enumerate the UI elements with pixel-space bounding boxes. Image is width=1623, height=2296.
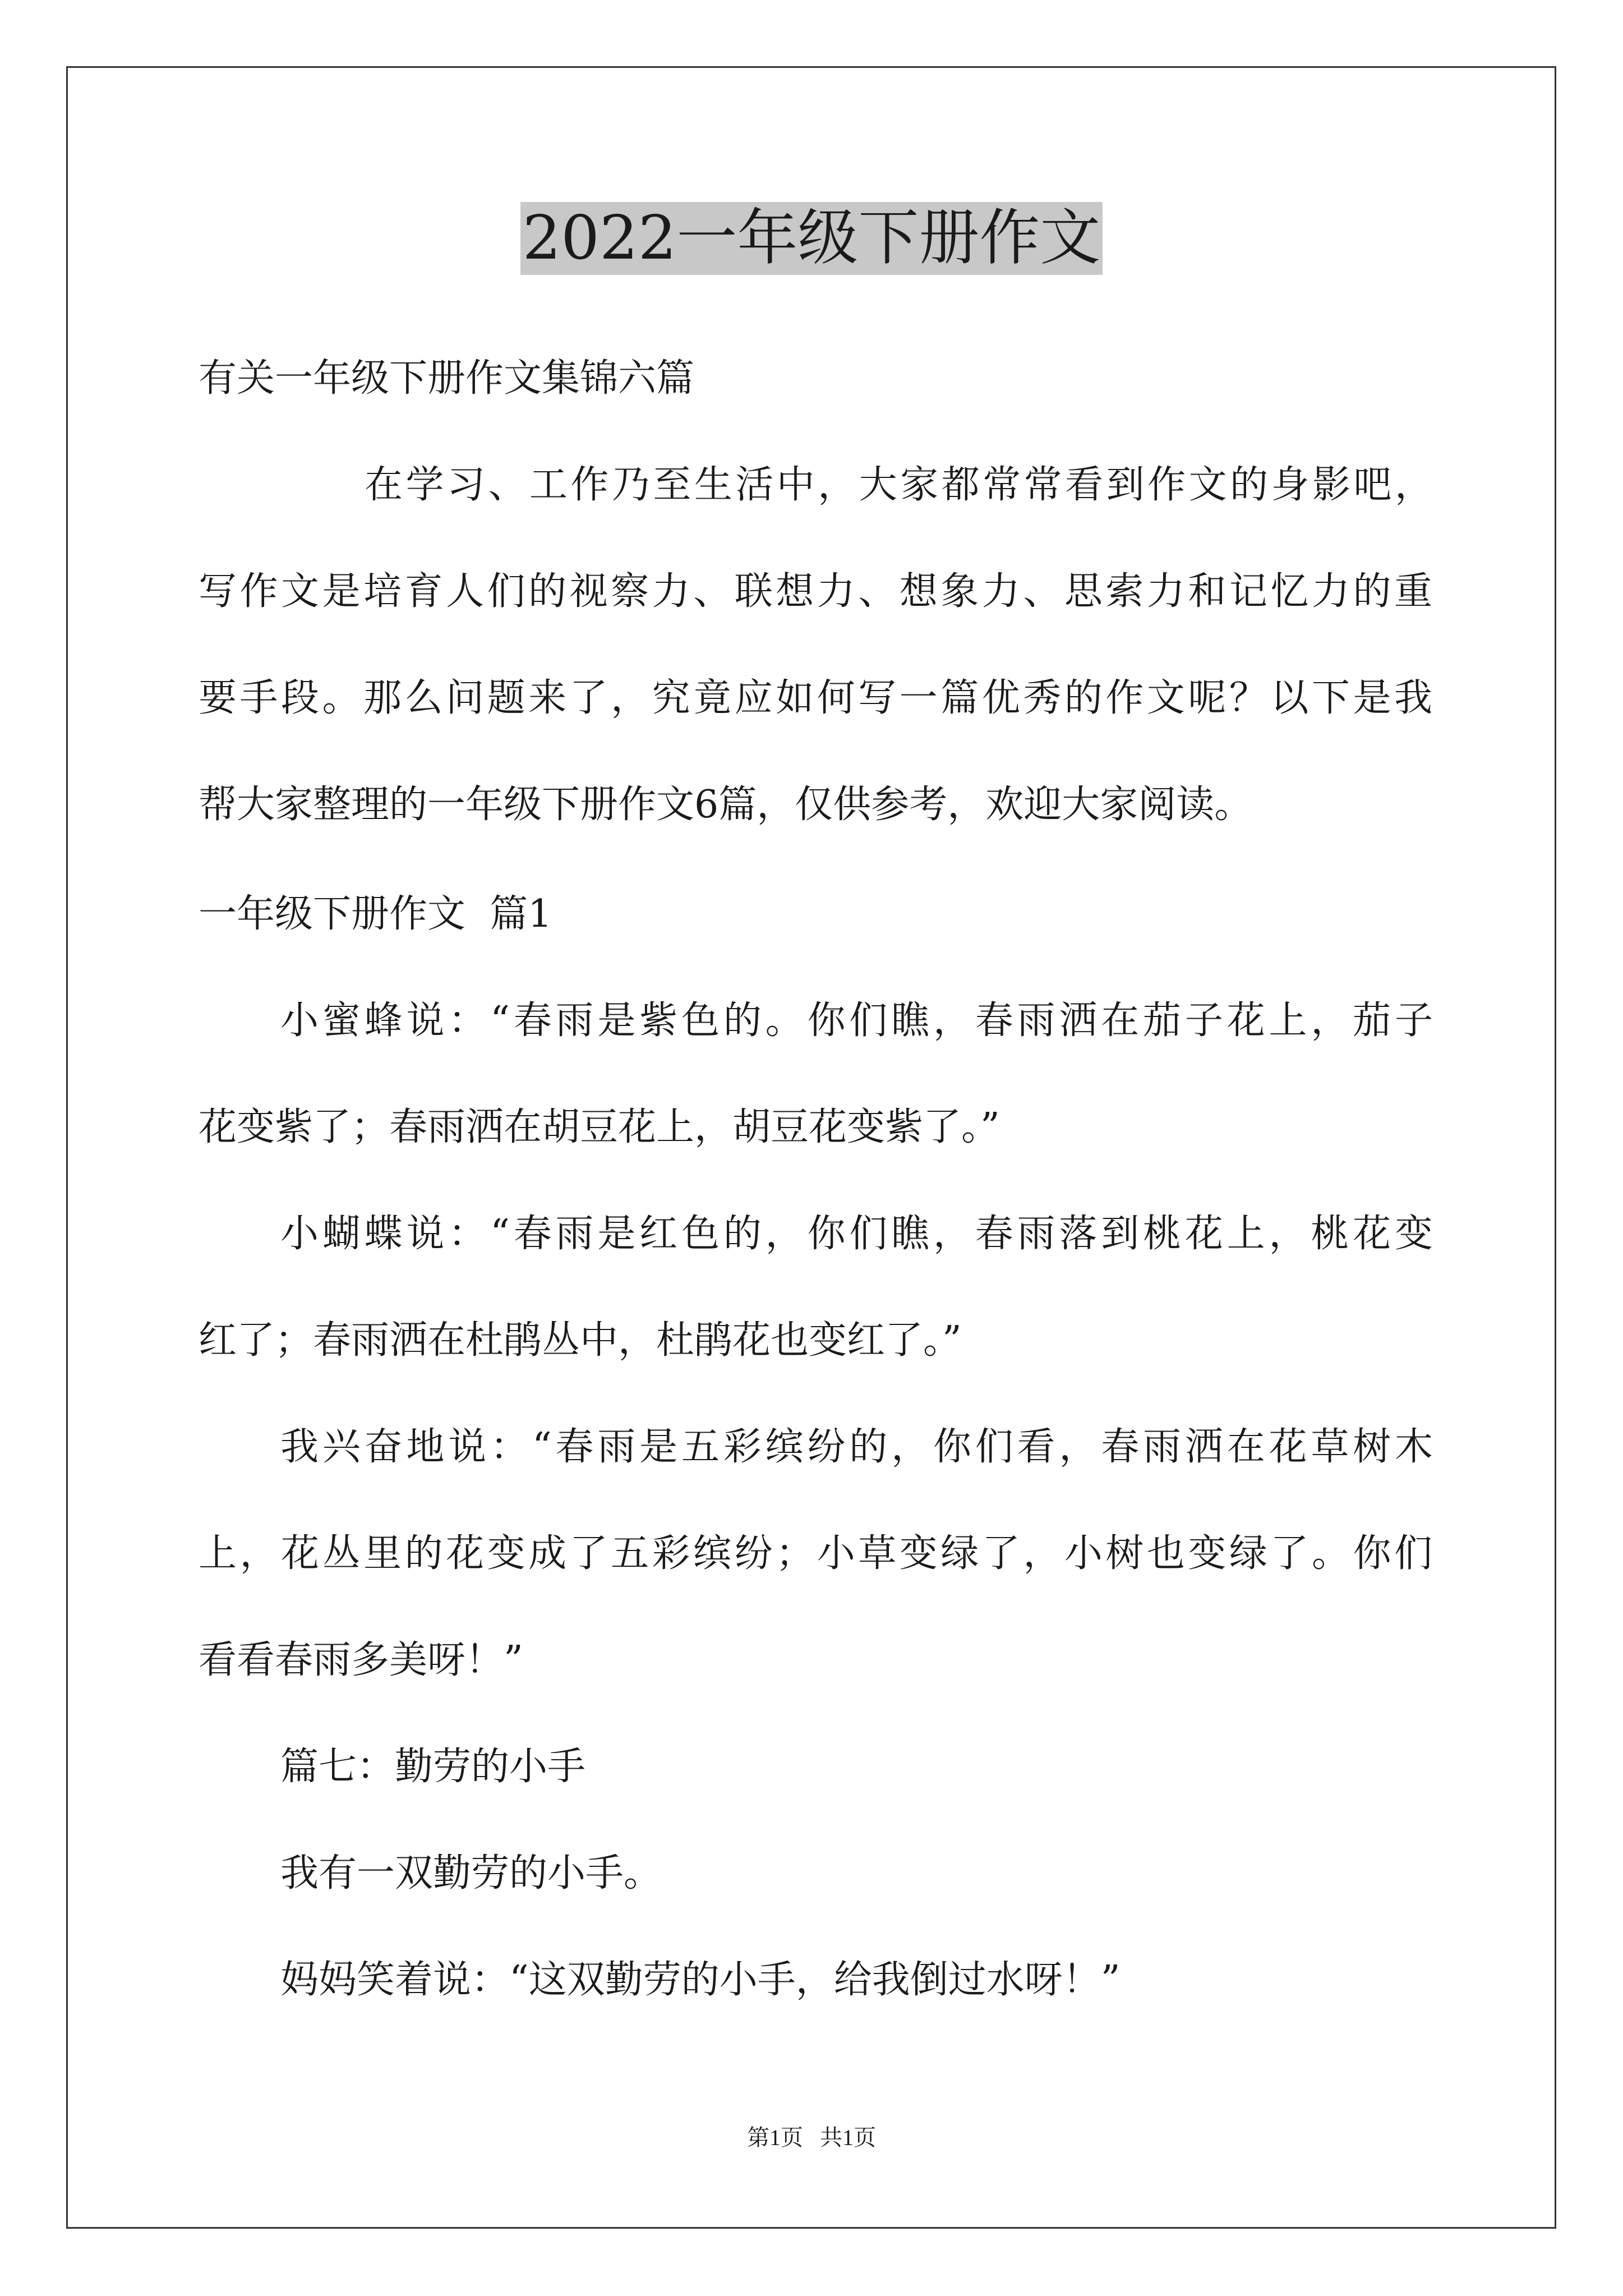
body-paragraph-line: 妈妈笑着说：“这双勤劳的小手，给我倒过水呀！”	[280, 1958, 1121, 2002]
body-paragraph-line: 小蝴蝶说：“春雨是红色的，你们瞧，春雨落到桃花上，桃花变	[280, 1212, 1433, 1256]
chapter-heading: 篇七：勤劳的小手	[280, 1745, 586, 1789]
body-paragraph-line: 我有一双勤劳的小手。	[280, 1851, 662, 1895]
body-paragraph-line: 红了；春雨洒在杜鹃丛中，杜鹃花也变红了。”	[199, 1318, 962, 1363]
intro-line-2: 写作文是培育人们的视察力、联想力、想象力、思索力和记忆力的重	[199, 569, 1432, 614]
intro-line-3: 要手段。那么问题来了，究竟应如何写一篇优秀的作文呢？以下是我	[199, 676, 1432, 720]
document-title	[0, 202, 1623, 275]
section-heading: 一年级下册作文 篇1	[199, 892, 552, 936]
document-subtitle: 有关一年级下册作文集锦六篇	[199, 356, 695, 401]
body-paragraph-line: 看看春雨多美呀！”	[199, 1638, 523, 1682]
body-paragraph-line: 小蜜蜂说：“春雨是紫色的。你们瞧，春雨洒在茄子花上，茄子	[280, 999, 1433, 1043]
intro-line-1: 在学习、工作乃至生活中，大家都常常看到作文的身影吧，	[365, 463, 1433, 507]
document-title-text: 2022一年级下册作文	[520, 202, 1103, 275]
body-paragraph-line: 花变紫了；春雨洒在胡豆花上，胡豆花变紫了。”	[199, 1105, 1000, 1149]
page-footer: 第1页 共1页	[747, 2125, 876, 2150]
intro-line-4: 帮大家整理的一年级下册作文6篇，仅供参考，欢迎大家阅读。	[199, 783, 1253, 827]
body-paragraph-line: 上，花丛里的花变成了五彩缤纷；小草变绿了，小树也变绿了。你们	[199, 1531, 1432, 1576]
body-paragraph-line: 我兴奋地说：“春雨是五彩缤纷的，你们看，春雨洒在花草树木	[280, 1425, 1433, 1469]
